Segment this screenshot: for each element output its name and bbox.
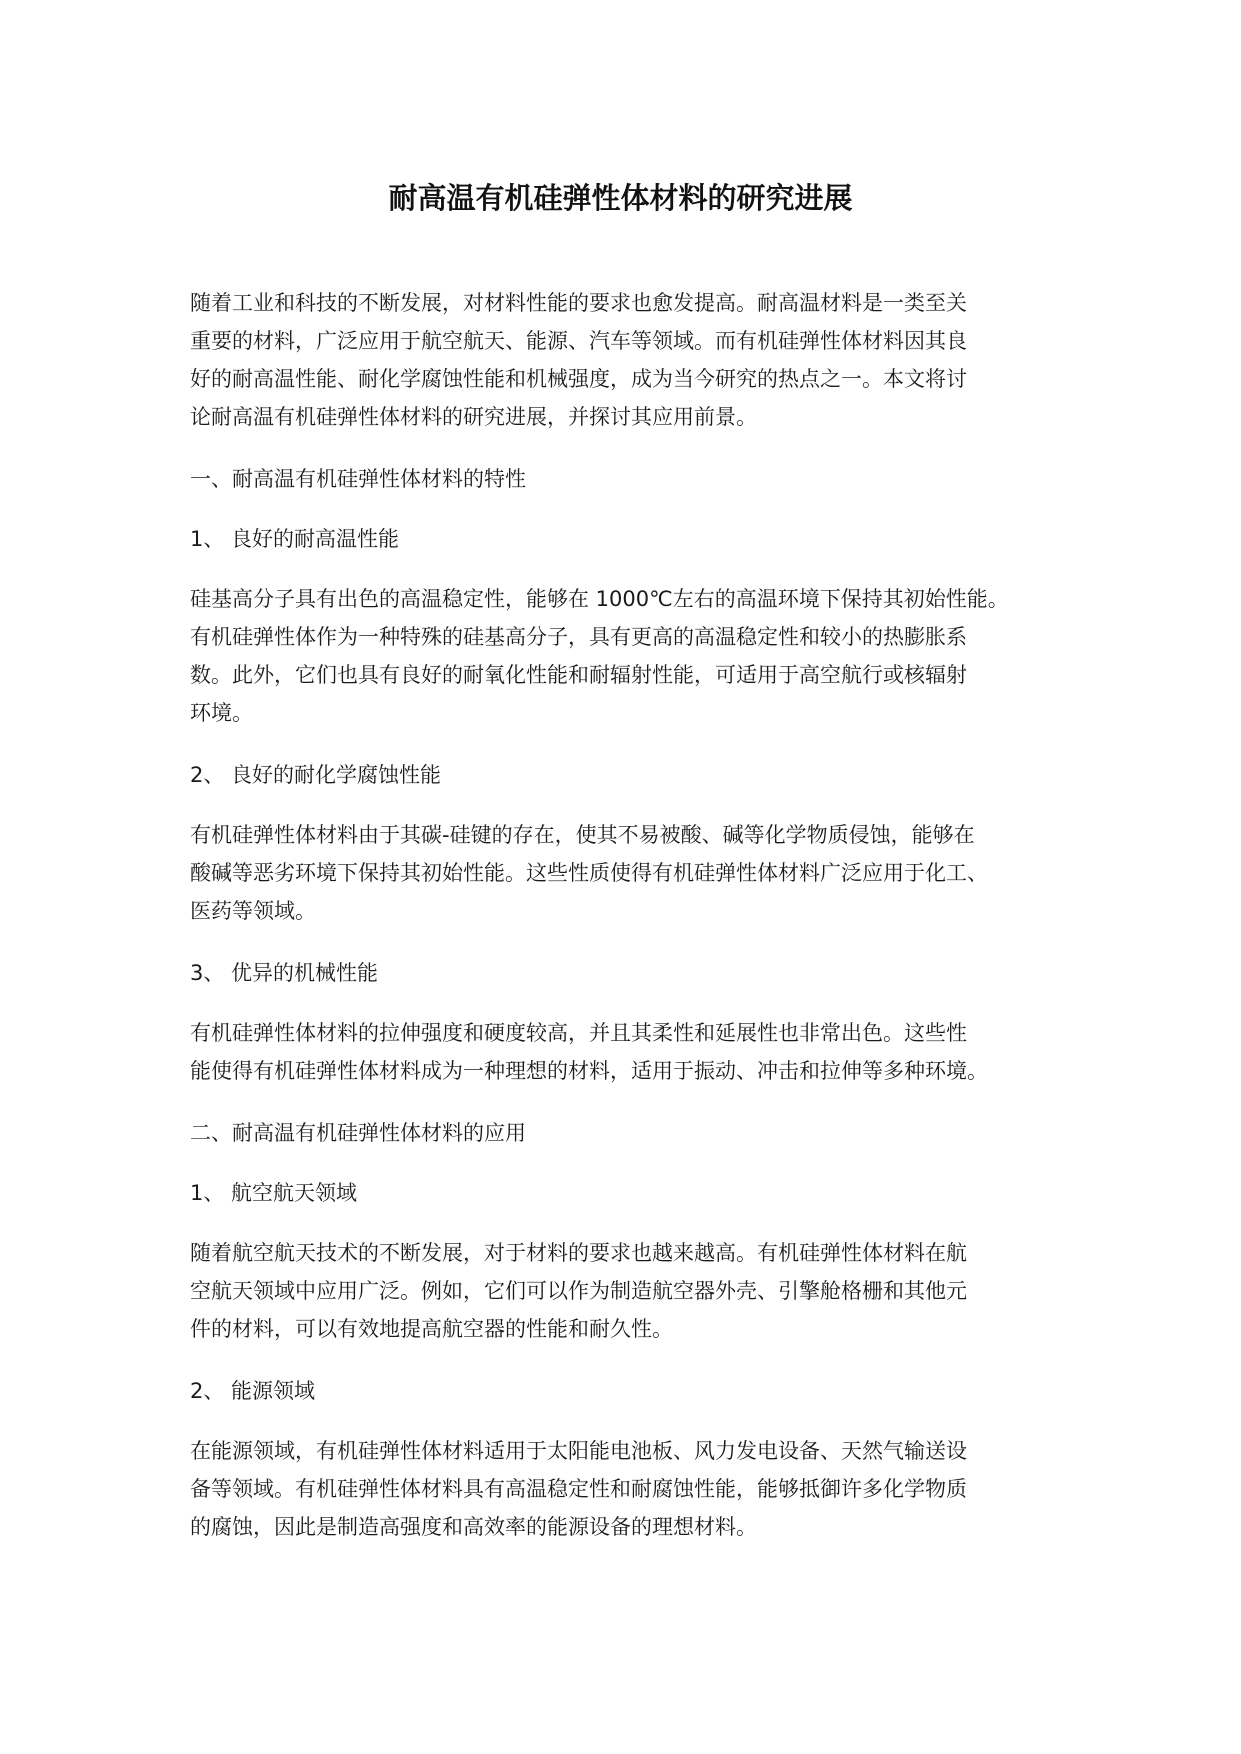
text-line: 论耐高温有机硅弹性体材料的研究进展，并探讨其应用前景。 [190, 405, 757, 429]
text-line: 的腐蚀，因此是制造高强度和高效率的能源设备的理想材料。 [190, 1515, 757, 1539]
text-line: 件的材料，可以有效地提高航空器的性能和耐久性。 [190, 1317, 673, 1341]
subsection-heading: 1、 良好的耐高温性能 [190, 527, 400, 551]
section-heading: 二、耐高温有机硅弹性体材料的应用 [190, 1121, 526, 1145]
subsection-heading: 1、 航空航天领域 [190, 1181, 358, 1205]
text-line: 好的耐高温性能、耐化学腐蚀性能和机械强度，成为当今研究的热点之一。本文将讨 [190, 367, 967, 391]
subsection-heading: 2、 良好的耐化学腐蚀性能 [190, 763, 442, 787]
text-line: 环境。 [190, 701, 253, 725]
subsection-heading: 3、 优异的机械性能 [190, 961, 379, 985]
text-line: 硅基高分子具有出色的高温稳定性，能够在 1000℃左右的高温环境下保持其初始性能。 [190, 587, 1009, 611]
paragraph [190, 1234, 1070, 1348]
text-line: 医药等领域。 [190, 899, 316, 923]
paragraph [190, 1432, 1070, 1546]
text-line: 随着工业和科技的不断发展，对材料性能的要求也愈发提高。耐高温材料是一类至关 [190, 291, 967, 315]
subsection-heading: 2、 能源领域 [190, 1379, 316, 1403]
document-title: 耐高温有机硅弹性体材料的研究进展 [388, 181, 853, 215]
intro-paragraph [190, 284, 1070, 436]
text-line: 备等领域。有机硅弹性体材料具有高温稳定性和耐腐蚀性能，能够抵御许多化学物质 [190, 1477, 967, 1501]
text-line: 有机硅弹性体材料的拉伸强度和硬度较高，并且其柔性和延展性也非常出色。这些性 [190, 1021, 967, 1045]
section-heading: 一、耐高温有机硅弹性体材料的特性 [190, 467, 526, 491]
text-line: 空航天领域中应用广泛。例如，它们可以作为制造航空器外壳、引擎舱格栅和其他元 [190, 1279, 967, 1303]
text-line: 重要的材料，广泛应用于航空航天、能源、汽车等领域。而有机硅弹性体材料因其良 [190, 329, 967, 353]
text-line: 随着航空航天技术的不断发展，对于材料的要求也越来越高。有机硅弹性体材料在航 [190, 1241, 967, 1265]
paragraph [190, 816, 1070, 930]
text-line: 数。此外，它们也具有良好的耐氧化性能和耐辐射性能，可适用于高空航行或核辐射 [190, 663, 967, 687]
text-line: 酸碱等恶劣环境下保持其初始性能。这些性质使得有机硅弹性体材料广泛应用于化工、 [190, 861, 988, 885]
text-line: 有机硅弹性体材料由于其碳-硅键的存在，使其不易被酸、碱等化学物质侵蚀，能够在 [190, 823, 975, 847]
paragraph [190, 1014, 1070, 1090]
paragraph [190, 580, 1070, 732]
text-line: 在能源领域，有机硅弹性体材料适用于太阳能电池板、风力发电设备、天然气输送设 [190, 1439, 967, 1463]
text-line: 能使得有机硅弹性体材料成为一种理想的材料，适用于振动、冲击和拉伸等多种环境。 [190, 1059, 988, 1083]
text-line: 有机硅弹性体作为一种特殊的硅基高分子，具有更高的高温稳定性和较小的热膨胀系 [190, 625, 967, 649]
